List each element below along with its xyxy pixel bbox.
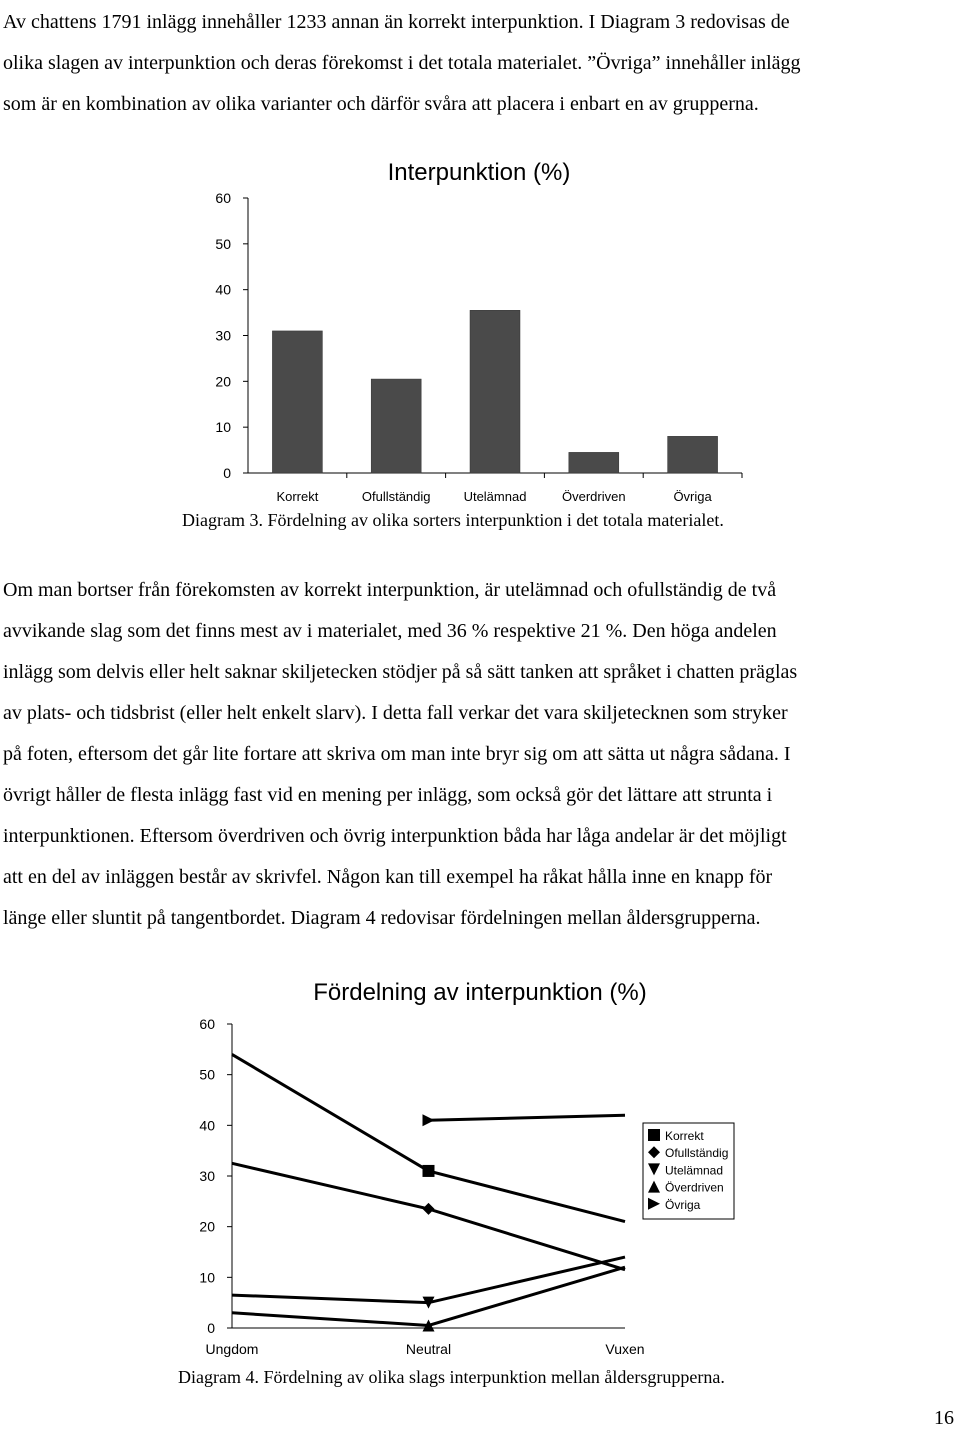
legend-label: Ofullständig [665,1146,729,1161]
legend-label: Övriga [665,1197,701,1212]
x-tick-label: Utelämnad [463,489,527,504]
legend-label: Utelämnad [665,1163,724,1178]
chart-fordelning [0,970,960,1370]
text-line: olika slagen av interpunktion och deras förekomst i det totala materialet. ”Övriga” innehåller inlägg [3,52,801,74]
x-tick-label: Ungdom [205,1341,259,1357]
caption-diagram-4: Diagram 4. Fördelning av olika slags interpunktion mellan åldersgrupperna. [178,1367,725,1387]
paragraph-discussion [3,570,958,939]
y-tick-label: 60 [199,1016,215,1032]
data-point [423,1114,435,1126]
text-line: att en del av inläggen består av skrivfel. Någon kan till exempel ha råkat hålla inne en knapp för [3,866,773,888]
page-number: 16 [934,1407,954,1429]
series-line [232,1054,625,1221]
series-line [232,1257,625,1303]
y-tick-label: 60 [215,190,231,206]
text-line: interpunktionen. Eftersom överdriven och övrig interpunktion båda har låga andelar är det möjligt [3,825,787,847]
series-line [429,1115,626,1120]
x-tick-label: Ofullständig [361,489,431,504]
legend-marker [648,1129,660,1141]
bar [668,436,718,473]
text-line: länge eller sluntit på tangentbordet. Diagram 4 redovisar fördelningen mellan åldersgrupperna. [3,907,761,929]
text-line: på foten, eftersom det går lite fortare att skriva om man inte bryr sig om att sätta ut några sådana. I [3,743,791,765]
y-tick-label: 0 [223,465,231,481]
y-tick-label: 10 [199,1269,215,1286]
y-tick-label: 0 [207,1320,215,1336]
legend-label: Överdriven [665,1180,724,1195]
bar [569,452,619,473]
y-tick-label: 30 [199,1168,215,1184]
data-point [423,1203,435,1215]
y-tick-label: 40 [215,281,231,298]
text-line: övrigt håller de flesta inlägg fast vid en mening per inlägg, som också gör det lättare att strunta i [3,784,773,806]
text-line: Av chattens 1791 inlägg innehåller 1233 annan än korrekt interpunktion. I Diagram 3 redovisas de [3,11,790,33]
text-line: avvikande slag som det finns mest av i materialet, med 36 % respektive 21 %. Den höga andelen [3,620,777,642]
y-tick-label: 20 [199,1218,215,1235]
text-line: Om man bortser från förekomsten av korrekt interpunktion, är utelämnad och ofullständig de två [3,579,777,601]
text-line: av plats- och tidsbrist (eller helt enkelt slarv). I detta fall verkar det vara skiljetecknen som stryker [3,702,788,724]
y-tick-label: 50 [215,235,231,252]
bar [272,331,322,473]
chart-title: Interpunktion (%) [387,159,571,186]
series-line [232,1163,625,1269]
y-tick-label: 50 [199,1066,215,1083]
chart-title: Fördelning av interpunktion (%) [313,979,647,1006]
text-line: som är en kombination av olika varianter och därför svåra att placera i enbart en av grupperna. [3,93,759,115]
paragraph-intro [3,2,958,125]
chart-interpunktion [0,140,960,520]
text-line: inlägg som delvis eller helt saknar skiljetecken stödjer på så sätt tanken att språket i chatten präglas [3,661,798,683]
data-point [423,1165,435,1177]
y-tick-label: 30 [215,327,231,344]
bar [371,379,421,473]
y-tick-label: 20 [215,373,231,390]
x-tick-label: Neutral [405,1341,452,1357]
x-tick-label: Korrekt [276,489,319,504]
bar [470,310,520,473]
x-tick-label: Vuxen [605,1341,645,1357]
caption-diagram-3: Diagram 3. Fördelning av olika sorters interpunktion i det totala materialet. [182,510,724,530]
x-tick-label: Överdriven [562,489,626,504]
legend-label: Korrekt [665,1129,704,1143]
y-tick-label: 10 [215,419,231,436]
x-tick-label: Övriga [673,489,712,504]
y-tick-label: 40 [199,1117,215,1134]
